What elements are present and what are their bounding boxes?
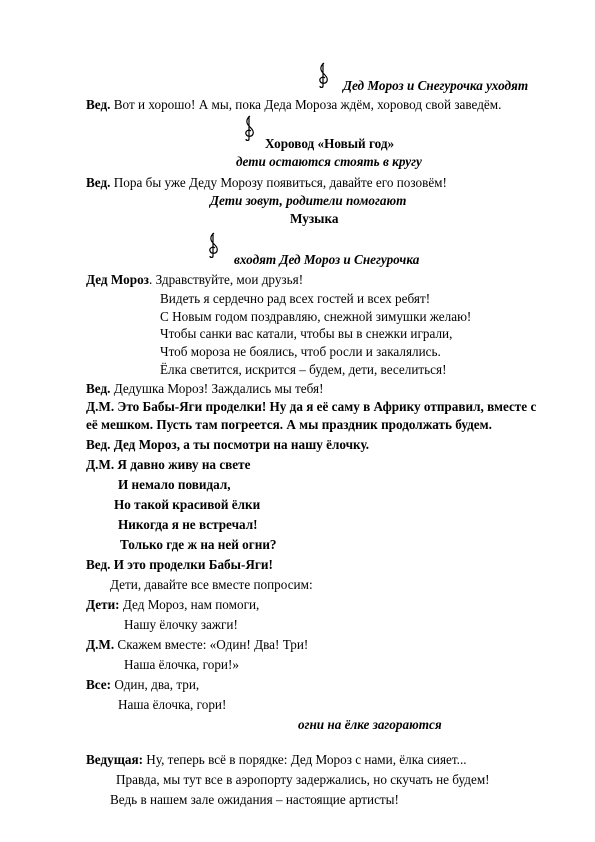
song-title: Хоровод «Новый год» [265,136,395,151]
line-text: Ну, теперь всё в порядке: Дед Мороз с нами, ёлка сияет... [143,752,467,767]
verse-line: Наша ёлочка, гори! [118,697,227,712]
dialogue-line [86,97,501,113]
verse-line: С Новым годом поздравляю, снежной зимушки желаю! [160,309,472,324]
line-text: Скажем вместе: «Один! Два! Три! [114,637,309,652]
speaker: Все: [86,677,112,692]
dialogue-line [86,677,199,693]
treble-clef-icon [316,62,330,88]
verse-line: Ведь в нашем зале ожидания – настоящие артисты! [110,792,399,807]
verse-line: Только где ж на ней огни? [120,537,277,552]
dialogue-line: Вед. И это проделки Бабы-Яги! [86,557,273,572]
dialogue-line: Д.М. Я давно живу на свете [86,457,251,472]
speaker: Д.М. [86,637,115,652]
line-text: Один, два, три, [111,677,200,692]
music-heading: Музыка [290,211,339,226]
line-text: Дедушка Мороз! Заждались мы тебя! [110,381,324,396]
verse-line: Чтоб мороза не боялись, чтоб росли и закалялись. [160,344,441,359]
verse-line: Правда, мы тут все в аэропорту задержались, но скучать не будем! [116,772,490,787]
stage-direction: Дед Мороз и Снегурочка уходят [343,78,529,93]
verse-line: Но такой красивой ёлки [114,497,261,512]
verse-line: Ёлка светится, искрится – будем, дети, веселиться! [160,362,447,377]
dialogue-line [86,597,259,613]
dialogue-line [86,752,467,768]
treble-clef-icon [206,232,220,258]
stage-direction: Дети зовут, родители помогают [210,193,407,208]
line-text: Вот и хорошо! А мы, пока Деда Мороза ждём, хоровод свой заведём. [110,97,502,112]
verse-line: И немало повидал, [118,477,231,492]
dialogue-line [86,175,447,191]
speaker: Вед. [86,97,111,112]
verse-line: Никогда я не встречал! [118,517,258,532]
speaker: Дети: [86,597,120,612]
treble-clef-icon [242,115,256,141]
speaker: Вед. [86,381,111,396]
speaker: Ведущая: [86,752,143,767]
stage-direction: дети остаются стоять в кругу [236,154,422,169]
line-text: . Здравствуйте, мои друзья! [148,272,304,287]
dialogue-line: Д.М. Это Бабы-Яги проделки! Ну да я её саму в Африку отправил, вместе с [86,399,537,414]
dialogue-line [86,272,303,288]
line-text: Пора бы уже Деду Морозу появиться, давайте его позовём! [110,175,447,190]
dialogue-line [86,381,324,397]
dialogue-line [86,637,308,653]
verse-line: Видеть я сердечно рад всех гостей и всех ребят! [160,291,431,306]
speaker: Вед. [86,175,111,190]
verse-line: Чтобы санки вас катали, чтобы вы в снежки играли, [160,326,453,341]
stage-direction: огни на ёлке загораются [298,717,442,732]
dialogue-line: её мешком. Пусть там погреется. А мы праздник продолжать будем. [86,417,492,432]
verse-line: Нашу ёлочку зажги! [124,617,238,632]
line-text: Дед Мороз, нам помоги, [119,597,260,612]
verse-line: Дети, давайте все вместе попросим: [110,577,313,592]
stage-direction: входят Дед Мороз и Снегурочка [234,252,420,267]
speaker: Дед Мороз [86,272,149,287]
verse-line: Наша ёлочка, гори!» [124,657,239,672]
dialogue-line: Вед. Дед Мороз, а ты посмотри на нашу ёлочку. [86,437,370,452]
